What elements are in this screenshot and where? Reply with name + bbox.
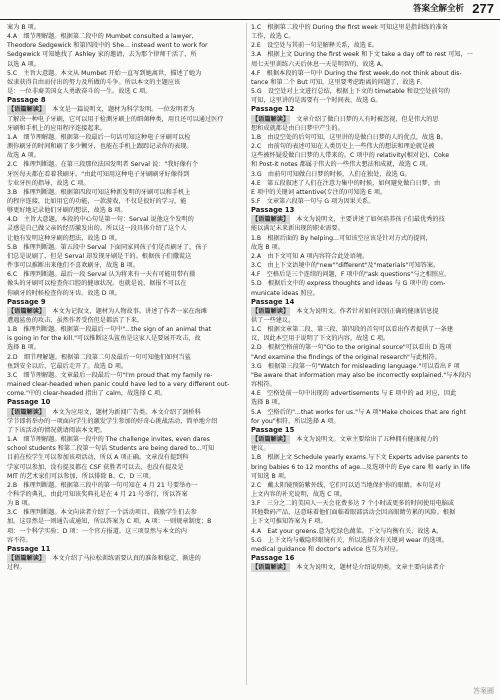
answer-line: 的程序连接，比如用它的功能，一款游戏，不仅是很好的学习，能 bbox=[7, 197, 187, 205]
answer-line: 2.C 戴太阳镜预防紫外线，它们可以适当地保护你的眼睛。本句是对 bbox=[251, 481, 441, 489]
intro-text: 本文为记叙文，题材为人物故事。讲述了作者一家在海滩 bbox=[46, 307, 207, 315]
answer-line: "Be aware that information may also be incorrectly explained."与本段内 bbox=[251, 371, 471, 379]
answer-line: 这些被怀疑爱做白日梦的人带来的。C 项中的 relativity(相对论)、Coke bbox=[251, 152, 450, 160]
page-header bbox=[0, 0, 500, 20]
section-tag: 【语篇解读】 bbox=[8, 106, 46, 114]
answer-line: 过程。 bbox=[7, 564, 26, 572]
answer-line: 3.C 细节理解题。文章最后一段最后一句"I'm proud that my family re- bbox=[7, 371, 213, 379]
answer-line: 供了一些建议。 bbox=[251, 317, 295, 324]
passage-intro-line bbox=[251, 215, 495, 224]
answer-line: 遭遇鲨鱼的攻击，虽然作者受伤但是都活了下来。 bbox=[7, 317, 144, 324]
answer-line: 5.F 文章第六段第一句与 G 项为因果关系。 bbox=[251, 197, 375, 205]
answer-line: 4.F 空格后是三个连续的问题，F 项中的"ask questions"与之相照应。 bbox=[251, 271, 451, 279]
answer-line: 2.D 细节理解题。根据第二段第二句及最后一句可知他们如何当鲨 bbox=[7, 353, 191, 361]
answer-line: 故选 B 项。 bbox=[251, 243, 284, 251]
answer-line: Theodore Sedgewick 和第四段中的 She... instead went to work for bbox=[7, 42, 208, 50]
section-tag: 【语篇解读】 bbox=[252, 307, 290, 315]
section-tag: 【语篇解读】 bbox=[252, 216, 290, 224]
watermark: 答案圈 bbox=[473, 688, 494, 695]
passage-heading: Passage 8 bbox=[7, 96, 46, 105]
answer-line: 5.G 设空处对上文进行总结，根据上下文的 timetable 和设空处前句的 bbox=[251, 88, 450, 96]
passage-heading: Passage 9 bbox=[7, 297, 46, 306]
answer-line: 2.C 推理判断题。在第三段那位法国发明者 Serval 说："我好像有个 bbox=[7, 161, 199, 169]
answer-line: 件事可以推断出来他们不喜欢刷牙，故选 B 项。 bbox=[7, 262, 139, 270]
answer-line: 专业牙医的指导，故选 C 项。 bbox=[7, 179, 90, 187]
passage-heading: Passage 10 bbox=[7, 398, 51, 407]
answer-line: 可知，这里讲的是需要有一个时间表，故选 G。 bbox=[251, 97, 382, 105]
answer-line: 5.C 主旨大意题。本文从 Mumbet 开始一直写到她离世，描述了她为 bbox=[7, 69, 202, 77]
answer-line: 了下该活动的情况就请阅读本文吧。 bbox=[7, 426, 106, 434]
answer-line: is going in for the kill."可以推断这头鲨鱼是这家人是要展开攻击，故 bbox=[7, 335, 201, 343]
answer-line: 能以满足未来新出现的职业需要。 bbox=[251, 225, 344, 233]
answer-line: 项：一个科学实验；D 项：一个官方报道。这三项显然与本文的内 bbox=[7, 527, 187, 535]
answer-line: 个科学的典礼，由此可知该奖典礼是在 4 月 21 号举行，所以答案 bbox=[7, 490, 188, 498]
answer-line: 和 Post-it notes 都属于伟大的一些伟大想法和成就，故选 C 项。 bbox=[251, 161, 432, 169]
answer-line: 容相符。 bbox=[251, 381, 276, 389]
passage-intro-line bbox=[251, 115, 495, 124]
answer-line: 3.G 由前句可知做白日梦的时候，人们在独处，故选 G。 bbox=[251, 170, 411, 178]
passage-heading: Passage 12 bbox=[251, 105, 295, 114]
answer-line: 选择 B 项。 bbox=[251, 399, 284, 407]
answer-line: 了解决一种电子牙刷，它可以用于检测牙刷上的细菌种类，用且还可以通过医疗 bbox=[7, 115, 224, 123]
answer-line: 2.D 根据空格前的第一句"Go to the original source"可以看出 D 选项 bbox=[251, 344, 452, 352]
intro-text: 本文为应用文，题材为新闻广告类。本文介绍了剑桥科 bbox=[46, 408, 201, 416]
answer-line: 上文内容的补充说明，故选 C 项。 bbox=[251, 490, 346, 498]
answer-line: 容不符。 bbox=[7, 536, 32, 544]
answer-line: 1.A 细节理解题。根据第一段最后一句话可知这种电子牙刷可以检 bbox=[7, 133, 191, 141]
passage-heading: Passage 15 bbox=[251, 425, 295, 434]
answer-line: 5.A 空格后的"...that works for us."与 A 项"Make choices that are right bbox=[251, 408, 466, 416]
section-tag: 【语篇解读】 bbox=[252, 115, 290, 123]
left-column bbox=[7, 23, 243, 685]
section-tag: 【语篇解读】 bbox=[252, 436, 290, 444]
answer-line: 4.A 细节理解题。根据第二段中的 Mumbet consulted a lawyer, bbox=[7, 33, 194, 41]
answer-line: 5.D 根据后文中的 express thoughts and ideas 与 G 项中的 com- bbox=[251, 280, 446, 288]
answer-line: 你刷牙的时候检查你的牙齿。故选 D 项。 bbox=[7, 289, 121, 297]
answer-line: 议，因此本空用于说明了下文的内容，故选 C 项。 bbox=[251, 335, 390, 343]
page-number: 277 bbox=[472, 1, 494, 16]
answer-line: 工作，故选 C。 bbox=[251, 33, 295, 41]
passage-intro-line bbox=[7, 105, 243, 114]
answer-line: 2.A 由下文可知 A 项内容符合此处语境。 bbox=[251, 252, 369, 260]
section-tag: 【语篇解读】 bbox=[252, 564, 290, 572]
answer-line: 目前在校学生可以参加该项活动，所以 A 项正确。文章没有提到科 bbox=[7, 454, 189, 462]
answer-line: 测你刷牙的时间和刷了多少颗牙，也能在手机上跟踪记录你的表现。 bbox=[7, 143, 193, 151]
answer-line: 3.C 推理判断题。本文向读者介绍了一个活动项目，鼓励学生们去参 bbox=[7, 509, 197, 517]
answer-line: municate ideas 照应。 bbox=[251, 289, 319, 297]
right-column bbox=[251, 23, 495, 685]
passage-heading: Passage 13 bbox=[251, 206, 295, 215]
answer-line: 3.A 根据上文 During the first week 和下文 take a day off to rest 可知，一 bbox=[251, 51, 473, 59]
passage-intro-line bbox=[7, 554, 243, 563]
answer-line: come."中的 clear-headed 指出了 calm，故选择 C 项。 bbox=[7, 390, 167, 398]
answer-line: 灵感是自己做父亲的经历激发出的。所以这一段具体介绍了这个人 bbox=[7, 225, 187, 233]
answer-line: bring babies 6 to 12 months of age...及选项中的 Eye care 和 early in life bbox=[251, 463, 471, 471]
answer-line: 4.E 空格处前一句中出现的 advertisements 与 E 项中的 ad 对应，因此 bbox=[251, 390, 457, 398]
answer-line: 5.B 推理判断题。第五段中 Serval 下面同家问孩子们是否刷牙了，孩子 bbox=[7, 243, 208, 251]
answer-line: 学家可以参加，没有提及都在 CSF 获胜者可以去，也没有提及是 bbox=[7, 463, 184, 471]
answer-line: 可知选 B 项。 bbox=[251, 472, 291, 480]
answer-line: "And examine the findings of the original research"与此相符。 bbox=[251, 353, 441, 361]
passage-intro-line bbox=[7, 408, 243, 417]
intro-text: 本文为说明文。文章主要给出了五种拥有健康视力的 bbox=[290, 436, 439, 444]
column-divider bbox=[246, 23, 247, 685]
answer-line: 4.F 根据本段的第一句中 During the first week,do not think about dis- bbox=[251, 69, 462, 77]
intro-text: 本文是一篇说明文，题材为科学发明。一位发明者为 bbox=[46, 106, 195, 114]
answer-line: 4.D 主旨大意题。本段的中心句是第一句：Serval 说他这个发明的 bbox=[7, 216, 194, 224]
book-title: 答案全解全析 bbox=[412, 4, 464, 14]
answer-line: 3.F 三分之二的美国人一天会花费多达 7 个小时或更多的时间使用电脑或 bbox=[251, 500, 454, 508]
passage-intro-line bbox=[7, 307, 243, 316]
answer-line: 2.E 设空处与其前一句是解释关系，故选 E。 bbox=[251, 42, 379, 50]
answer-line: 故选 A 项。 bbox=[7, 152, 40, 160]
intro-text: 本文为说明文，题材是介绍说明类。文章主要向读者介 bbox=[290, 564, 445, 572]
answer-line: 其他数码产品，这意味着他们面临着眼部活动会因高眼睛劳累的风险。根据 bbox=[251, 509, 456, 517]
answer-line: 上下文可推知答案为 F 项。 bbox=[251, 518, 327, 526]
answer-line: 案为 B 项。 bbox=[7, 24, 40, 31]
passage-heading: Passage 11 bbox=[7, 544, 51, 553]
answer-line: 1.B 由设空处的后句可知，这里讲的是做白日梦的人的优点，故选 B。 bbox=[251, 133, 447, 141]
answer-line: 牙刷和手机上的应用程序连接起来。 bbox=[7, 124, 106, 132]
answer-line: MIT 的艺术家们可以参加，所以排除 B、C、D 三项。 bbox=[7, 472, 155, 480]
section-tag: 【语篇解读】 bbox=[8, 408, 46, 416]
answer-line: school students 和第二段第一句话 Students are being dared to...可知 bbox=[7, 445, 215, 453]
answer-line: 3.C 由上下文语境中的"new""different"及"materials"可知答案。 bbox=[251, 262, 440, 270]
answer-line: 是：一位非裔美国女人勇敢奋斗的一生。故选 C 项。 bbox=[7, 88, 152, 96]
intro-text: 本文为说明文，主要讲述了如何培养孩子们最优秀的技 bbox=[290, 216, 445, 224]
answer-line: 1.A 细节理解题。根据第一段中的 The challenge invites, even dares bbox=[7, 436, 210, 444]
answer-line: 奴隶获得自由而付出的努力及所做的斗争。所以本文的主题应该 bbox=[7, 78, 181, 86]
answer-line: 建议。 bbox=[251, 445, 270, 453]
answer-line: 牙医每天都在看着我刷牙。"由此可知用这种电子牙刷刷牙好像得到 bbox=[7, 170, 190, 178]
answer-line: 1.C 根据第二段中的 During the first week 可知这里是指训练的准备 bbox=[251, 24, 448, 31]
answer-line: tance 和第二个 But 可知，这里要考虑距离的问题了，故选 F。 bbox=[251, 78, 427, 86]
answer-line: 够更好地记录他们牙刷的想法，故选 B 项。 bbox=[7, 207, 127, 215]
section-tag: 【语篇解读】 bbox=[8, 307, 46, 315]
answer-line: 加。这显然是一则通告或通知，所以答案为 C 项。A 项：一则规章制度；B bbox=[7, 518, 212, 526]
answer-line: 学节即将举办的一项面向学生的激发学生参加的好奇心挑战活动，简单地介绍 bbox=[7, 417, 218, 425]
answer-line: for you"相符，所以选择 A 项。 bbox=[251, 417, 340, 425]
answer-line: 们总是说刷了，但是 Serval 却发现牙刷是干的。根据孩子们撒谎这 bbox=[7, 252, 192, 260]
answer-line: mained clear-headed when panic could have led to a very different out- bbox=[7, 381, 230, 389]
answer-line: 让他有发明这种牙刷的想法，故选 D 项。 bbox=[7, 234, 121, 242]
answer-line: 3.G 根据第三段第一句"Watch for misleading language."可以看出 F 项 bbox=[251, 362, 460, 370]
answer-line: medical guidance 和 doctor's advice 也互为对应。 bbox=[251, 545, 403, 553]
passage-intro-line bbox=[251, 435, 495, 444]
answer-line: Sedgewick 可知她找了 Ashley 家的邀请，去为那个律师干活了，所 bbox=[7, 51, 197, 59]
passage-intro-line bbox=[251, 563, 495, 572]
answer-line: 1.B 推理判断题。根据第一段最后一句中"...the sign of an animal that bbox=[7, 326, 212, 334]
answer-line: 3.B 推理判断题。根据第四段可知这种新发明的牙刷可以和手机上 bbox=[7, 188, 191, 196]
answer-line: 想和成就都是由白日梦中产生的。 bbox=[251, 124, 344, 132]
answer-line: 5.G 上下文均与戴隐形眼镜有关，所以选择含有关键词 wear 的选项。 bbox=[251, 536, 448, 544]
intro-text: 本文介绍了马拉松训练需要认真的准备和稳定、渐进的 bbox=[46, 555, 201, 563]
section-tag: 【语篇解读】 bbox=[8, 555, 46, 563]
answer-line: 以选 A 项。 bbox=[7, 60, 40, 68]
answer-line: 鱼到安全以后，它最后走开了。故选 D 项。 bbox=[7, 362, 128, 370]
answer-line: 选择 B 项。 bbox=[7, 344, 40, 352]
answer-line: 周七天里训练六天后休息一天是明智的，故选 A。 bbox=[251, 60, 388, 68]
answer-line: 为 B 项。 bbox=[7, 500, 34, 508]
answer-line: 4.A Eat your greens.意为吃绿色蔬菜。下文与均衡有关，故选 A。 bbox=[251, 527, 443, 535]
answer-line: 6.C 推理判断题。最后一段 Serval 认为将来有一天有可能用带有摄 bbox=[7, 271, 196, 279]
answer-line: 4.E 第五段叙述了人们在注意力集中的时候，如何避免做白日梦，由 bbox=[251, 179, 441, 187]
answer-line: 像头的牙刷可以检查你口腔的健康状况。也就是说，据报不可以在 bbox=[7, 280, 187, 288]
passage-intro-line bbox=[251, 307, 495, 316]
answer-line: E 项中的关键词 attentive(专注的)可知选 E 项。 bbox=[251, 188, 387, 196]
intro-text: 本文为说明文。作者针对如何识别正确的健康信息提 bbox=[290, 307, 439, 315]
answer-line: 1.B 根据上文 Schedule yearly exams.与下文 Experts advise parents to bbox=[251, 454, 468, 462]
intro-text: 文章介绍了做白日梦的人有时被忽视，但是伟大的思 bbox=[290, 115, 439, 123]
passage-heading: Passage 14 bbox=[251, 297, 295, 306]
answer-line: 2.B 推理判断题。根据第三段中的第一句可知在 4 月 21 号要举办一 bbox=[7, 481, 198, 489]
answer-line: 1.C 根据文章第二段、第三段、第四段的首句可以看出作者提供了一条建 bbox=[251, 326, 454, 334]
answer-line: 2.C 由前句的表述可知在人类历史上一些伟大的想法和理论就是被 bbox=[251, 143, 435, 151]
answer-line: 1.B 根据后面的 By helping...可知该空应该是针对方式的提问， bbox=[251, 234, 432, 242]
passage-heading: Passage 16 bbox=[251, 554, 295, 563]
